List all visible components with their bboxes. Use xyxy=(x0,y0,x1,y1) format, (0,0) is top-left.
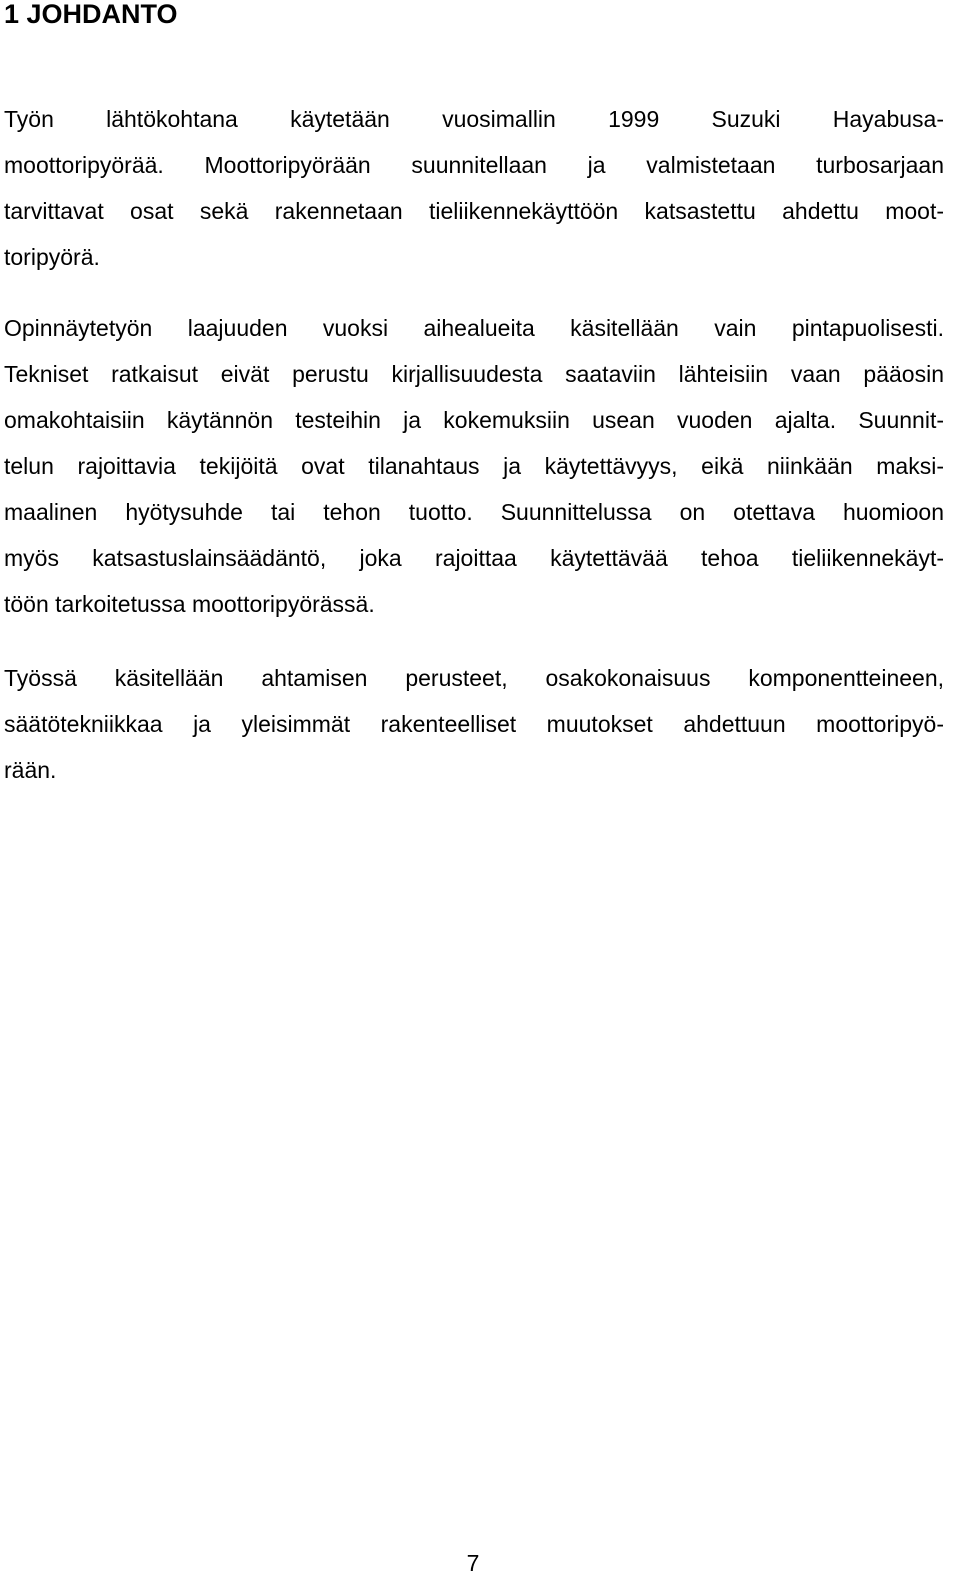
paragraph-line: Tekniset ratkaisut eivät perustu kirjallisuudesta saataviin lähteisiin vaan pääosin xyxy=(4,361,944,387)
paragraph-contents xyxy=(4,655,944,793)
paragraph-line: myös katsastuslainsäädäntö, joka rajoittaa käytettävää tehoa tieliikennekäyt- xyxy=(4,545,944,571)
paragraph-line: töön tarkoitetussa moottoripyörässä. xyxy=(4,591,375,617)
paragraph-line: omakohtaisiin käytännön testeihin ja kokemuksiin usean vuoden ajalta. Suunnit- xyxy=(4,407,944,433)
paragraph-line: Työn lähtökohtana käytetään vuosimallin 1999 Suzuki Hayabusa- xyxy=(4,106,944,132)
chapter-heading: 1 JOHDANTO xyxy=(4,0,178,29)
paragraph-line: säätötekniikkaa ja yleisimmät rakenteelliset muutokset ahdettuun moottoripyö- xyxy=(4,711,944,737)
paragraph-line: toripyörä. xyxy=(4,244,100,270)
paragraph-line: rään. xyxy=(4,757,57,783)
paragraph-line: telun rajoittavia tekijöitä ovat tilanahtaus ja käytettävyys, eikä niinkään maksi- xyxy=(4,453,944,479)
paragraph-line: Opinnäytetyön laajuuden vuoksi aihealueita käsitellään vain pintapuolisesti. xyxy=(4,315,944,341)
paragraph-line: Työssä käsitellään ahtamisen perusteet, osakokonaisuus komponentteineen, xyxy=(4,665,944,691)
paragraph-intro xyxy=(4,96,944,280)
paragraph-scope xyxy=(4,305,944,627)
paragraph-line: moottoripyörää. Moottoripyörään suunnitellaan ja valmistetaan turbosarjaan xyxy=(4,152,944,178)
page-number: 7 xyxy=(466,1550,480,1576)
paragraph-line: maalinen hyötysuhde tai tehon tuotto. Suunnittelussa on otettava huomioon xyxy=(4,499,944,525)
paragraph-line: tarvittavat osat sekä rakennetaan tieliikennekäyttöön katsastettu ahdettu moot- xyxy=(4,198,944,224)
